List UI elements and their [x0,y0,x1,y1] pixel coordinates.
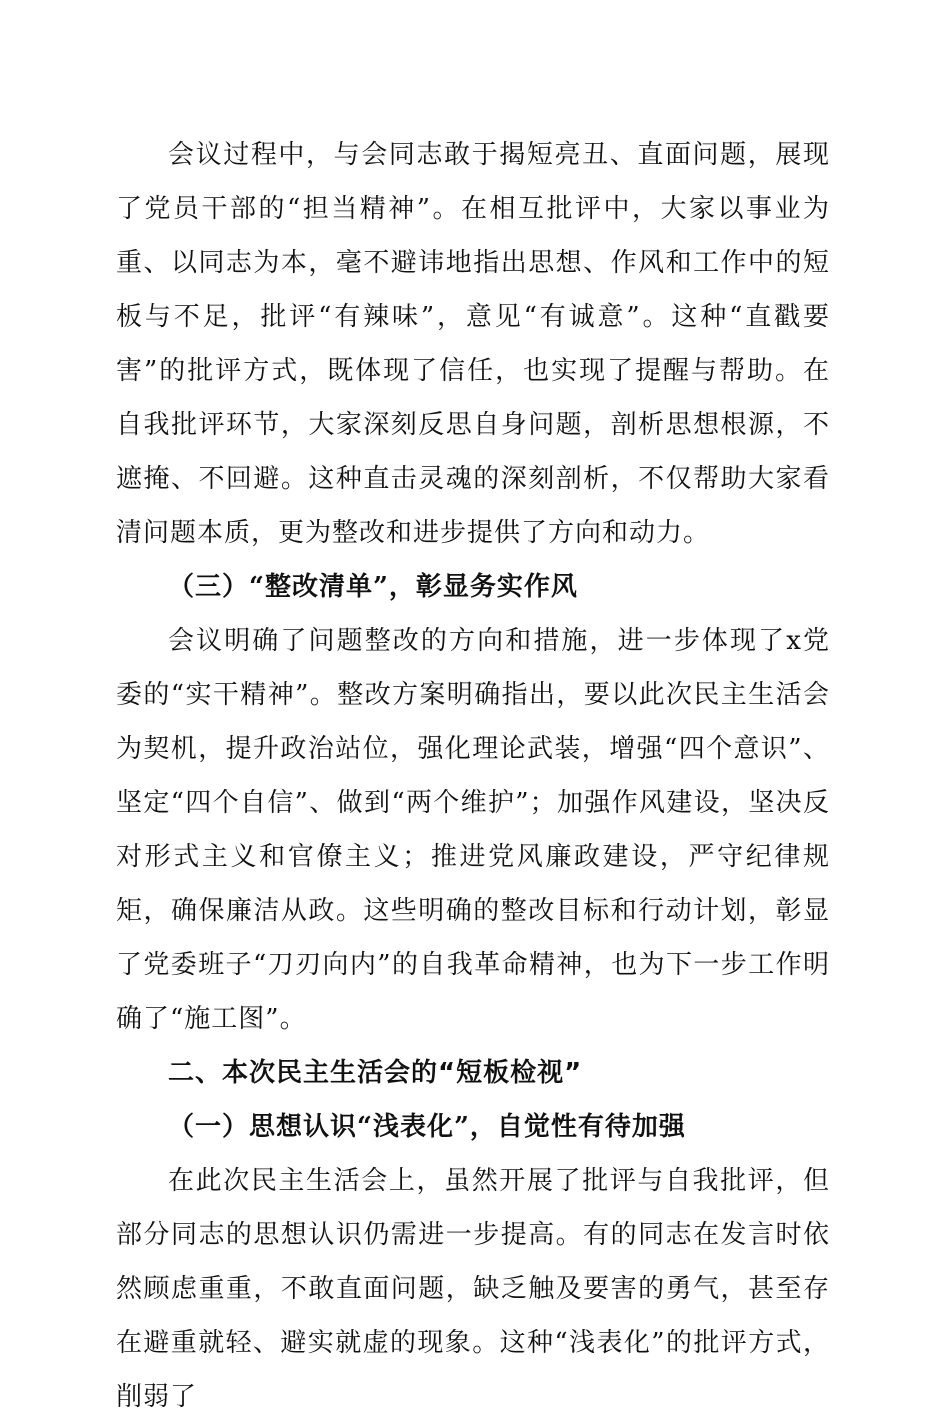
paragraph-criticism-spirit: 会议过程中，与会同志敢于揭短亮丑、直面问题，展现了党员干部的“担当精神”。在相互批评中，大家以事业为重、以同志为本，毫不避讳地指出思想、作风和工作中的短板与不足，批评“有辣味”，意见“有诚意”。这种“直戳要害”的批评方式，既体现了信任，也实现了提醒与帮助。在自我批评环节，大家深刻反思自身问题，剖析思想根源，不遮掩、不回避。这种直击灵魂的深刻剖析，不仅帮助大家看清问题本质，更为整改和进步提供了方向和动力。 [116,140,830,548]
document-body [116,128,830,1424]
paragraph-rectification-measures: 会议明确了问题整改的方向和措施，进一步体现了x党委的“实干精神”。整改方案明确指出，要以此次民主生活会为契机，提升政治站位，强化理论武装，增强“四个意识”、坚定“四个自信”、做到“两个维护”；加强作风建设，坚决反对形式主义和官僚主义；推进党风廉政建设，严守纪律规矩，确保廉洁从政。这些明确的整改目标和行动计划，彰显了党委班子“刀刃向内”的自我革命精神，也为下一步工作明确了“施工图”。 [116,626,830,1034]
paragraph-ideological-understanding: 在此次民主生活会上，虽然开展了批评与自我批评，但部分同志的思想认识仍需进一步提高。有的同志在发言时依然顾虑重重，不敢直面问题，缺乏触及要害的勇气，甚至存在避重就轻、避实就虚的现象。这种“浅表化”的批评方式，削弱了 [116,1166,830,1412]
section-heading-shortcomings: 二、本次民主生活会的“短板检视” [168,1058,583,1088]
subheading-rectification-list: （三）“整改清单”，彰显务实作风 [168,572,578,602]
subheading-ideological-understanding: （一）思想认识“浅表化”，自觉性有待加强 [168,1112,686,1142]
